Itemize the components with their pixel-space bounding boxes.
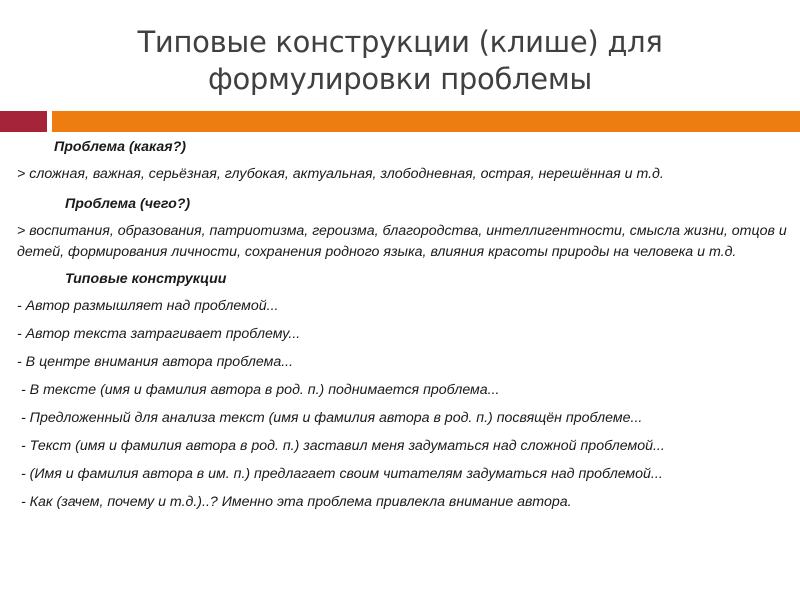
heading-typical-constructions: Типовые конструкции bbox=[65, 271, 227, 287]
problem-adjectives-line: > сложная, важная, серьёзная, глубокая, актуальная, злободневная, острая, нерешённая и т.д. bbox=[17, 166, 664, 182]
slide-body bbox=[17, 137, 787, 520]
heading-problem-which: Проблема (какая?) bbox=[54, 139, 186, 155]
construction-item: - В центре внимания автора проблема... bbox=[17, 354, 294, 370]
slide-title: Типовые конструкции (клише) для формулировки проблемы bbox=[137, 25, 663, 96]
accent-bar-left bbox=[0, 111, 47, 132]
construction-item: - Предложенный для анализа текст (имя и фамилия автора в род. п.) посвящён проблеме... bbox=[21, 410, 643, 426]
construction-item: - Автор размышляет над проблемой... bbox=[17, 298, 279, 314]
heading-problem-of-what: Проблема (чего?) bbox=[65, 196, 191, 212]
construction-item: - Как (зачем, почему и т.д.)..? Именно эта проблема привлекла внимание автора. bbox=[21, 494, 572, 510]
construction-item: - Текст (имя и фамилия автора в род. п.) заставил меня задуматься над сложной проблемой... bbox=[21, 438, 665, 454]
construction-item: - В тексте (имя и фамилия автора в род. п.) поднимается проблема... bbox=[21, 382, 500, 398]
construction-item: - Автор текста затрагивает проблему... bbox=[17, 326, 301, 342]
accent-bar-right bbox=[52, 111, 800, 132]
construction-item: - (Имя и фамилия автора в им. п.) предлагает своим читателям задуматься над проблемой... bbox=[21, 466, 663, 482]
problem-topics-paragraph: > воспитания, образования, патриотизма, героизма, благородства, интеллигентности, смысла жизни, отцов и детей, формирования личности, сохранения родного языка, влияния красоты природы на человека и т.д. bbox=[17, 223, 787, 260]
